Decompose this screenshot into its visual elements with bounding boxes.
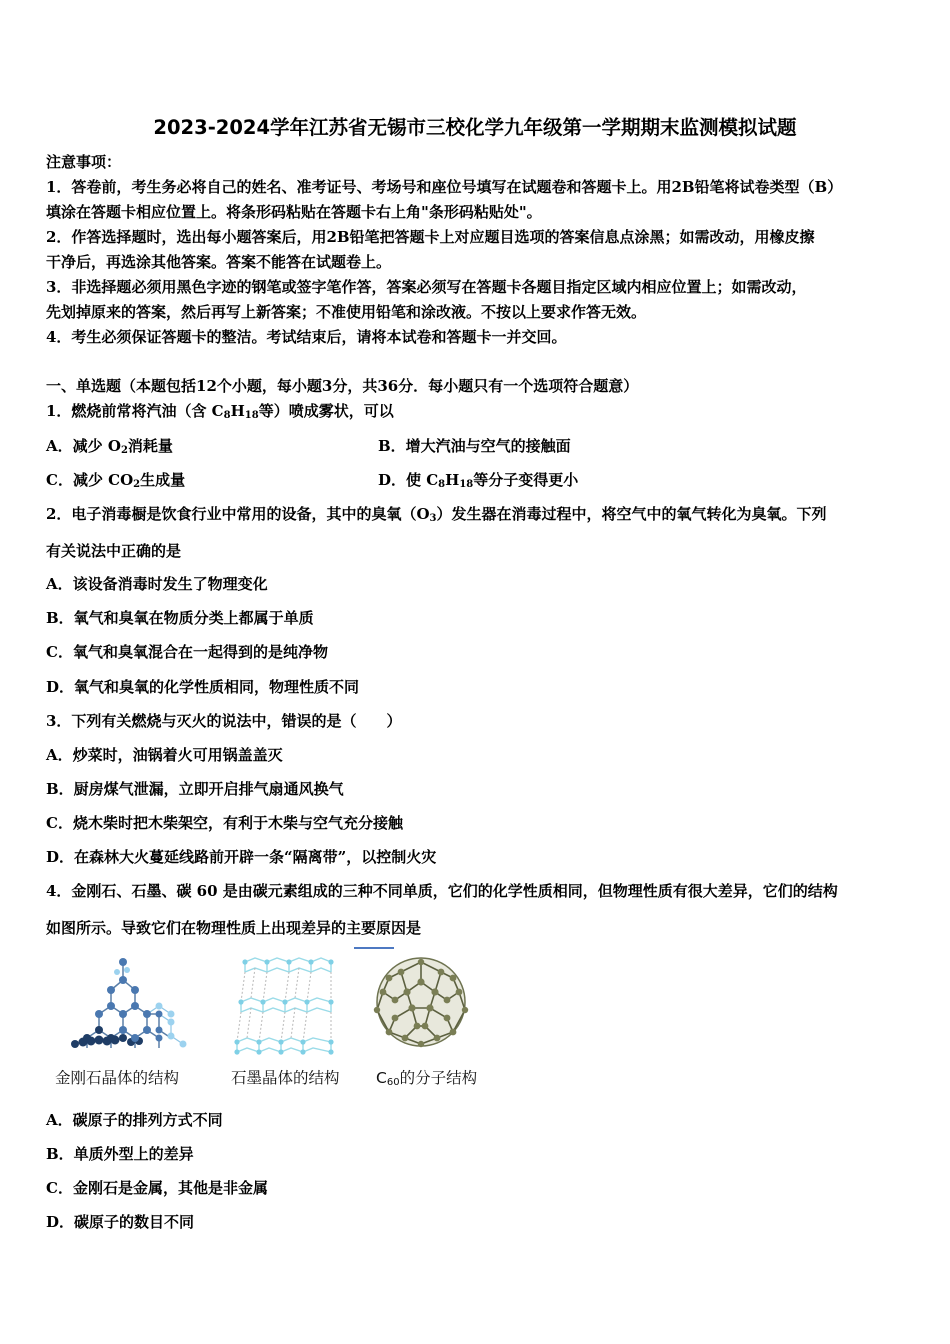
q2-option-a: A．该设备消毒时发生了物理变化	[46, 575, 268, 593]
q4-option-d: D．碳原子的数目不同	[46, 1213, 195, 1231]
section-heading: 一、单选题（本题包括12个小题，每小题3分，共36分．每小题只有一个选项符合题意）	[46, 377, 639, 395]
q2-option-c: C．氧气和臭氧混合在一起得到的是纯净物	[46, 643, 328, 661]
q4-option-b: B．单质外型上的差异	[46, 1145, 194, 1163]
caption-c60: $C_{60}$的分子结构	[376, 1069, 478, 1088]
caption-graphite: 石墨晶体的结构	[231, 1069, 340, 1087]
q3-option-d: D．在森林大火蔓延线路前开辟一条“隔离带”，以控制火灾	[46, 848, 437, 866]
notice-heading: 注意事项：	[46, 153, 122, 171]
q4-stem-line-2: 如图所示。导致它们在物理性质上出现差异的主要原因是	[46, 919, 422, 937]
diamond-structure-image	[71, 958, 187, 1048]
notice-line-2: 填涂在答题卡相应位置上。将条形码粘贴在答题卡右上角"条形码粘贴处"。	[46, 203, 542, 221]
q3-option-b: B．厨房煤气泄漏，立即开启排气扇通风换气	[46, 780, 344, 798]
q1-stem: 1．燃烧前常将汽油（含 $C_8H_{18}$等）喷成雾状，可以	[46, 402, 394, 421]
q4-option-c: C．金刚石是金属，其他是非金属	[46, 1179, 268, 1197]
q1-option-b: B．增大汽油与空气的接触面	[378, 437, 571, 455]
q4-stem-line-1: 4．金刚石、石墨、碳 60 是由碳元素组成的三种不同单质，它们的化学性质相同，但物理性质有很大差异，它们的结构	[46, 882, 838, 900]
q2-stem-line-1: 2．电子消毒橱是饮食行业中常用的设备，其中的臭氧$(O_3)$发生器在消毒过程中，将空气中的氧气转化为臭氧。下列	[46, 505, 827, 524]
c60-structure-image	[374, 958, 468, 1047]
q3-option-c: C．烧木柴时把木柴架空，有利于木柴与空气充分接触	[46, 814, 403, 832]
notice-line-6: 先划掉原来的答案，然后再写上新答案；不准使用铅笔和涂改液。不按以上要求作答无效。	[46, 303, 647, 321]
q2-option-b: B．氧气和臭氧在物质分类上都属于单质	[46, 609, 314, 627]
q3-option-a: A．炒菜时，油锅着火可用锅盖盖灭	[46, 746, 283, 764]
caption-diamond: 金刚石晶体的结构	[55, 1069, 180, 1087]
q2-option-d: D．氧气和臭氧的化学性质相同，物理性质不同	[46, 678, 360, 696]
q2-stem-line-2: 有关说法中正确的是	[46, 542, 182, 560]
q1-option-a: A．减少 $O_2$消耗量	[46, 437, 173, 456]
q4-option-a: A．碳原子的排列方式不同	[46, 1111, 223, 1129]
exam-title: 2023-2024学年江苏省无锡市三校化学九年级第一学期期末监测模拟试题	[153, 116, 797, 139]
notice-line-4: 干净后，再选涂其他答案。答案不能答在试题卷上。	[46, 253, 392, 271]
q3-stem: 3．下列有关燃烧与灭火的说法中，错误的是（ ）	[46, 712, 402, 730]
q1-option-d: D．使 $C_8H_{18}$等分子变得更小	[378, 471, 579, 490]
notice-line-3: 2．作答选择题时，选出每小题答案后，用2B铅笔把答题卡上对应题目选项的答案信息点涂黑；如需改动，用橡皮擦	[46, 228, 815, 246]
notice-line-7: 4．考生必须保证答题卡的整洁。考试结束后，请将本试卷和答题卡一并交回。	[46, 328, 567, 346]
graphite-structure-image	[234, 958, 333, 1055]
notice-line-1: 1．答卷前，考生务必将自己的姓名、准考证号、考场号和座位号填写在试题卷和答题卡上。用2B铅笔将试卷类型（B）	[46, 178, 843, 196]
notice-line-5: 3．非选择题必须用黑色字迹的钢笔或签字笔作答，答案必须写在答题卡各题目指定区域内相应位置上；如需改动，	[46, 278, 807, 296]
q1-option-c: C．减少 $CO_2$生成量	[46, 471, 186, 490]
